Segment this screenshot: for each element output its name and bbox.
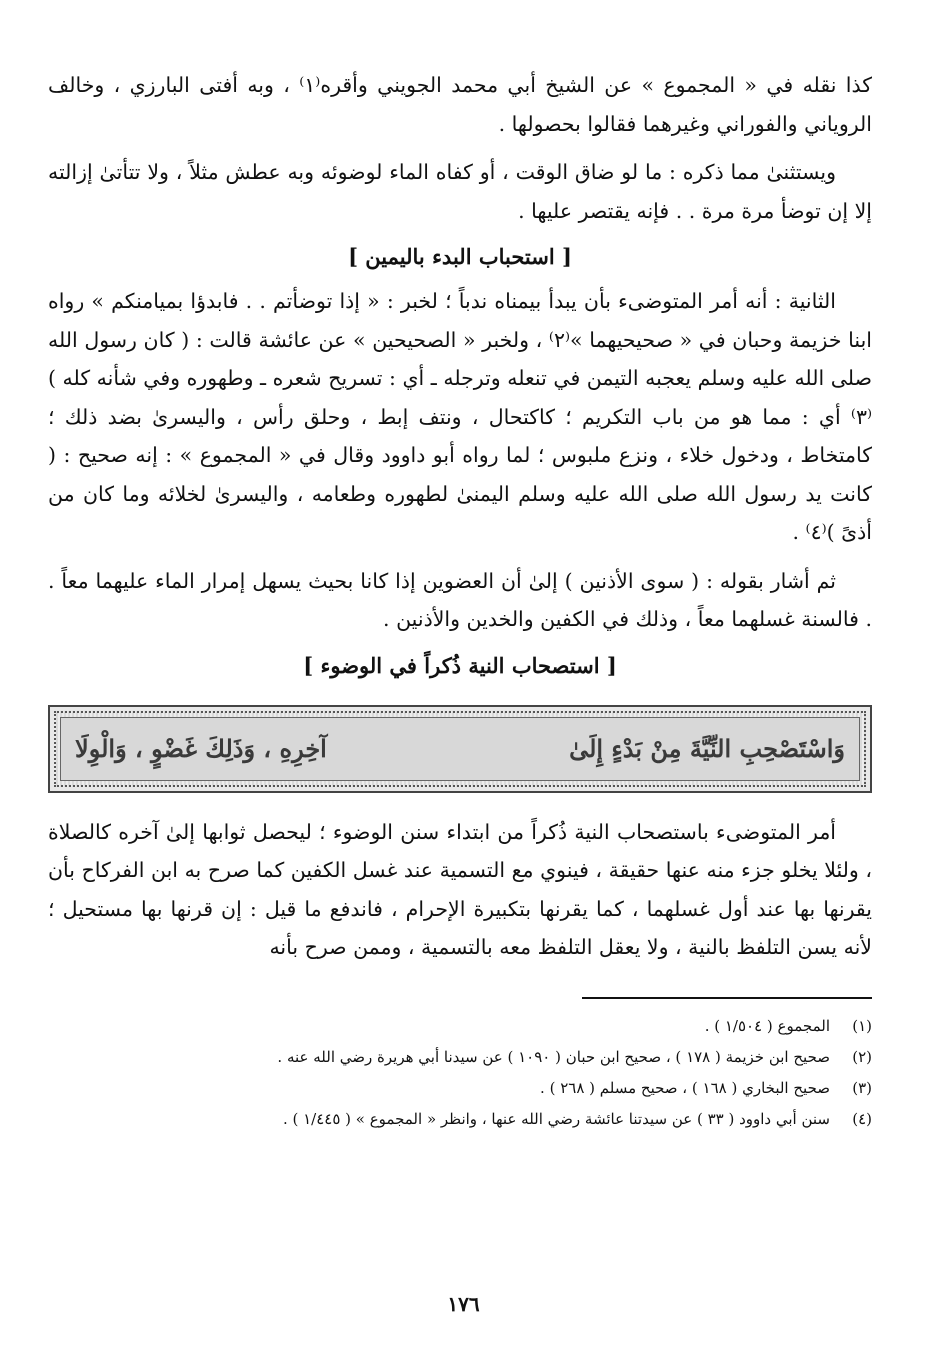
footnote-text: صحيح البخاري ( ١٦٨ ) ، صحيح مسلم ( ٢٦٨ ) . bbox=[540, 1078, 830, 1097]
verse-frame bbox=[48, 705, 872, 793]
footnote-item bbox=[48, 1104, 872, 1135]
footnote-item bbox=[48, 1073, 872, 1104]
page-body bbox=[48, 66, 872, 1135]
paragraph-2: ويستثنىٰ مما ذكره : ما لو ضاق الوقت ، أو كفاه الماء لوضوئه وبه عطش مثلاً ، ولا تتأتىٰ إزالته إلا إن توضأ مرة مرة . . فإنه يقتصر عليها . bbox=[48, 160, 872, 223]
footnotes bbox=[48, 1011, 872, 1135]
footnote-text: سنن أبي داوود ( ٣٣ ) عن سيدتنا عائشة رضي الله عنها ، وانظر « المجموع » ( ١/٤٤٥ ) . bbox=[282, 1109, 830, 1128]
paragraph-5: أمر المتوضىء باستصحاب النية ذُكراً من ابتداء سنن الوضوء ؛ ليحصل ثوابها إلىٰ آخره كالصلاة ، ولئلا يخلو جزء منه عنها حقيقة ، فينوي مع التسمية عند غسل الكفين كما صرح به ابن الفركاح بأن يقرنها بها عند أول غسلهما ، كما يقرنها بتكبيرة الإحرام ، فاندفع ما قيل : إن قرنها بها مستحيل ؛ لأنه يسن التلفظ بالنية ، ولا يعقل التلفظ معه بالتسمية ، وممن صرح بأنه bbox=[48, 819, 872, 959]
footnote-text: صحيح ابن خزيمة ( ١٧٨ ) ، صحيح ابن حبان ( ١٠٩٠ ) عن سيدنا أبي هريرة رضي الله عنه . bbox=[277, 1047, 830, 1066]
footnote-text: المجموع ( ١/٥٠٤ ) . bbox=[704, 1016, 830, 1035]
page-number: ١٧٦ bbox=[447, 1292, 480, 1316]
paragraph-4: ثم أشار بقوله : ( سوى الأذنين ) إلىٰ أن العضوين إذا كانا بحيث يسهل إمرار الماء عليهما معاً . . فالسنة غسلهما معاً ، وذلك في الكفين والخدين والأذنين . bbox=[48, 568, 872, 631]
footnote-number: (٣) bbox=[852, 1078, 872, 1097]
footnote-number: (١) bbox=[852, 1016, 872, 1035]
footnote-item bbox=[48, 1042, 872, 1073]
footnote-separator bbox=[582, 997, 872, 999]
verse-hemistich-right: وَاسْتَصْحِبِ النِّيَّةَ مِنْ بَدْءٍ إِلَىٰ bbox=[569, 734, 845, 763]
section-heading-1: [ استحباب البدء باليمين ] bbox=[348, 244, 572, 269]
paragraph-3: الثانية : أنه أمر المتوضىء بأن يبدأ بيمناه ندباً ؛ لخبر : « إذا توضأتم . . فابدؤا بميامنكم » رواه ابنا خزيمة وحبان في « صحيحيهما »⁽٢⁾ ، ولخبر « الصحيحين » عن عائشة قالت : ( كان رسول الله صلى الله عليه وسلم يعجبه التيمن في تنعله وترجله ـ أي : تسريح شعره ـ وطهوره وفي شأنه كله )⁽٣⁾ أي : مما هو من باب التكريم ؛ كاكتحال ، ونتف إبط ، وحلق رأس ، واليسرىٰ بضد ذلك ؛ كامتخاط ، ودخول خلاء ، ونزع ملبوس ؛ لما رواه أبو داوود وقال في « المجموع » : إنه صحيح : ( كانت يد رسول الله صلى الله عليه وسلم اليمنىٰ لطهوره وطعامه ، واليسرىٰ لخلائه وما كان من أذىً )⁽٤⁾ . bbox=[48, 289, 872, 544]
verse-line bbox=[60, 717, 860, 781]
footnote-number: (٢) bbox=[852, 1047, 872, 1066]
section-heading-2: [ استصحاب النية ذُكراً في الوضوء ] bbox=[303, 652, 617, 678]
footnote-number: (٤) bbox=[852, 1109, 872, 1128]
paragraph-1: كذا نقله في « المجموع » عن الشيخ أبي محمد الجويني وأقره⁽١⁾ ، وبه أفتى البارزي ، وخالف الروياني والفوراني وغيرهما فقالوا بحصولها . bbox=[48, 73, 872, 136]
footnote-item bbox=[48, 1011, 872, 1042]
verse-frame-border bbox=[54, 711, 866, 787]
verse-hemistich-left: آخِرِهِ ، وَذَلِكَ غَضْوٍ ، وَالْوِلَا bbox=[75, 734, 327, 763]
